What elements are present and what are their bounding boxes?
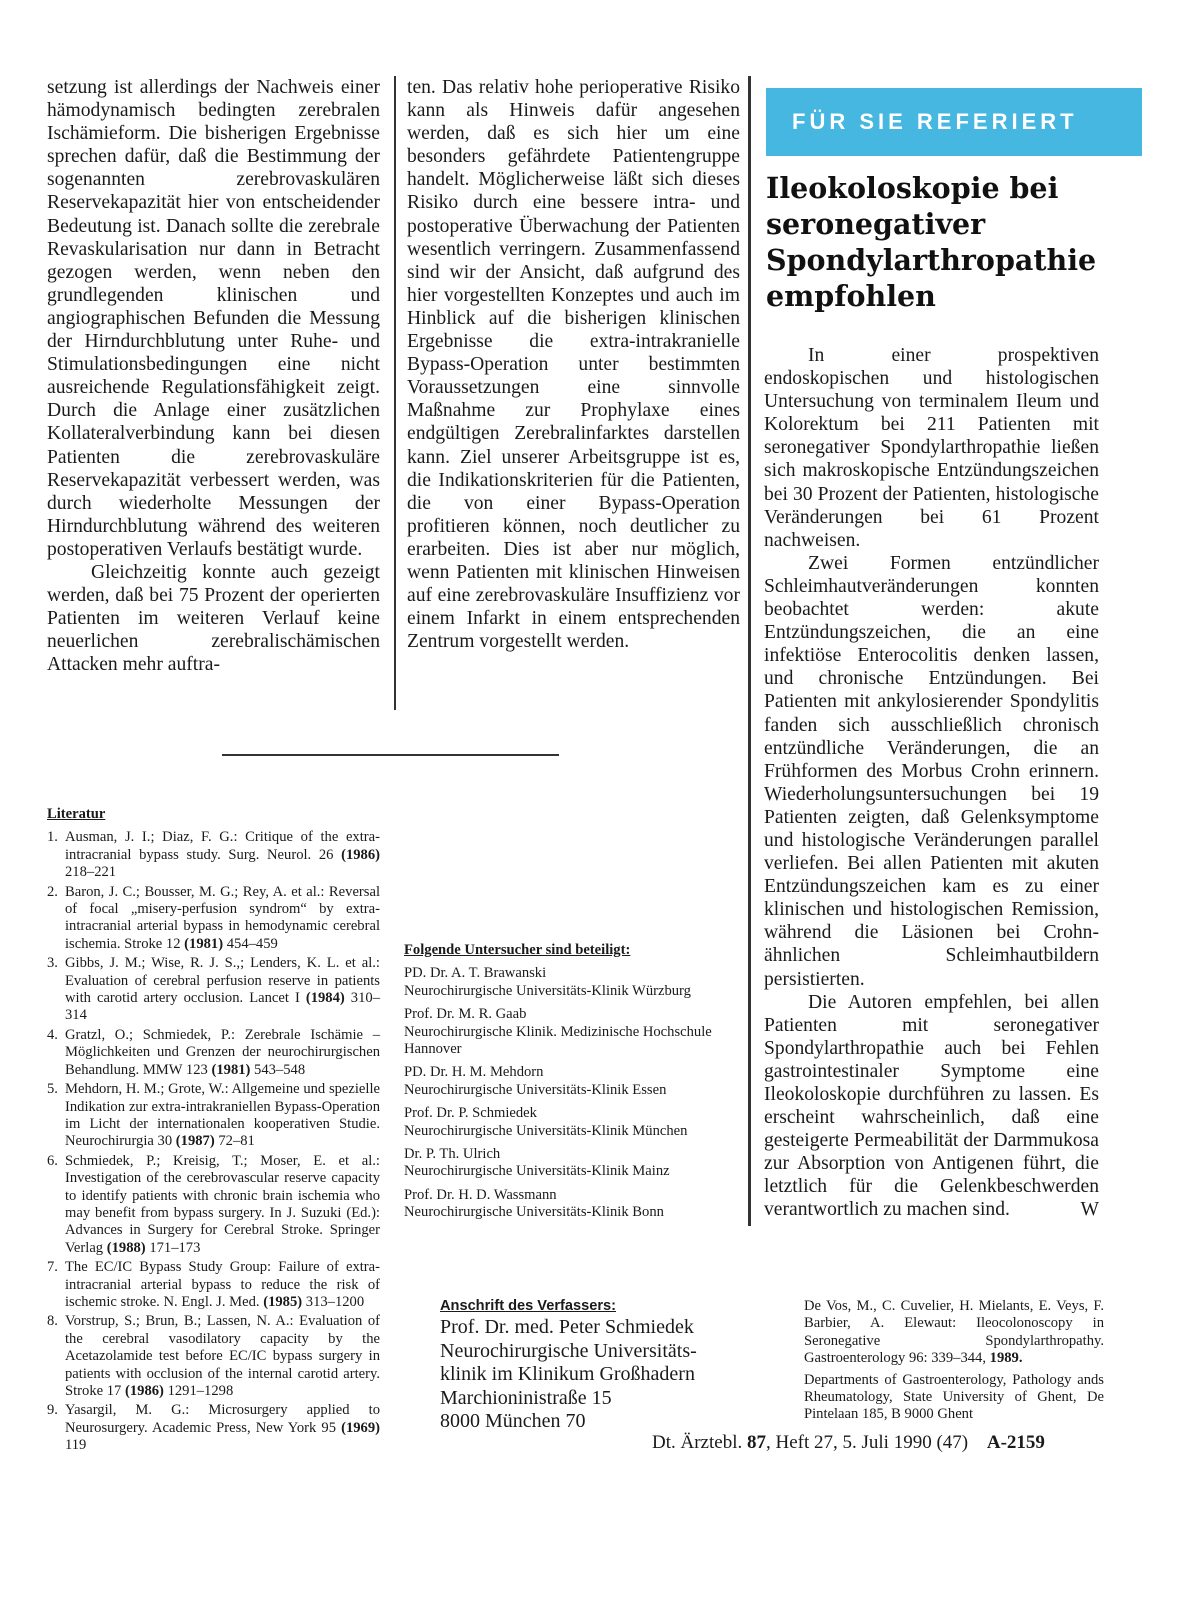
reference-year: (1988)	[106, 1239, 146, 1256]
reference-year: (1981)	[184, 935, 224, 952]
reference-pages: 543–548	[250, 1061, 306, 1078]
address-line: klinik im Klinikum Großhadern	[440, 1363, 695, 1385]
reference-number: 7.	[47, 1259, 58, 1276]
reference-text: The EC/IC Bypass Study Group: Failure of extra-intracranial arterial bypass to reduce the risk of ischemic stroke. N. Engl. J. Med.	[65, 1259, 380, 1310]
address-line: Marchioninistraße 15	[440, 1386, 612, 1409]
investigator-name: PD. Dr. H. M. Mehdorn	[404, 1064, 544, 1081]
reference-item	[47, 829, 380, 881]
reference-item	[47, 1402, 380, 1454]
reference-item	[47, 1259, 380, 1311]
investigator-entry	[404, 1064, 738, 1099]
reference-year: (1984)	[305, 990, 345, 1007]
address-line: Neurochirurgische Universitäts-	[440, 1339, 697, 1362]
reference-number: 5.	[47, 1081, 58, 1098]
reference-text: Ausman, J. I.; Diaz, F. G.: Critique of the extra-intracranial bypass study. Surg. Neurol. 26	[65, 829, 380, 863]
investigator-name: Dr. P. Th. Ulrich	[404, 1146, 501, 1163]
investigator-name: Prof. Dr. P. Schmiedek	[404, 1105, 537, 1122]
reference-text: Yasargil, M. G.: Microsurgery applied to Neurosurgery. Academic Press, New York 95	[65, 1402, 380, 1436]
reference-year: (1969)	[341, 1419, 380, 1436]
reference-items	[47, 829, 380, 1454]
reference-text: Schmiedek, P.; Kreisig, T.; Moser, E. et al.: Investigation of the cerebrovascular reserve capacity to identify patients with chronic brain ischemia who may benefit from bypass surgery. In J. Suzuki (Ed.): Advances in Surgery for Cerebral Stroke. Springer Verlag	[65, 1152, 380, 1256]
reference-year: (1986)	[341, 846, 380, 863]
investigator-institution: Neurochirurgische Klinik. Medizinische Hochschule Hannover	[404, 1023, 712, 1058]
address-line: Prof. Dr. med. Peter Schmiedek	[440, 1316, 694, 1338]
reference-text: Gratzl, O.; Schmiedek, P.: Zerebrale Ischämie – Möglichkeiten und Grenzen der neurochirurgischen Behandlung. MMW 123	[65, 1026, 380, 1078]
reference-number: 6.	[47, 1152, 58, 1169]
reference-pages: 171–173	[145, 1239, 201, 1256]
reference-pages: 310–314	[65, 990, 380, 1024]
reference-pages: 218–221	[65, 864, 117, 881]
reference-number: 8.	[47, 1313, 58, 1330]
sidebar-headline: Ileokoloskopie bei seronegativer Spondylarthropathie empfohlen	[766, 171, 1097, 313]
reference-number: 3.	[47, 955, 58, 972]
body-paragraph: ten. Das relativ hohe perioperative Risiko kann als Hinweis dafür angesehen werden, daß es sich hier um eine besonders gefährdete Patientengruppe handelt. Möglicherweise läßt sich dieses Risiko durch eine bessere intra- und postoperative Überwachung der Patienten wesentlich verringern. Zusammenfassend sind wir der Ansicht, daß aufgrund des hier vorgestellten Konzeptes und auch im Hinblick auf die bisherigen klinischen Ergebnisse die extra-intrakranielle Bypass-Operation unter bestimmten Voraussetzungen eine sinnvolle Maßnahme zur Prophylaxe eines endgültigen Zerebralinfarktes darstellen kann. Ziel unserer Arbeitsgruppe ist es, die Indikationskriterien für die Patienten, die von einer Bypass-Operation profitieren können, noch deutlicher zu erarbeiten. Dies ist aber nur möglich, wenn Patienten mit klinischen Hinweisen auf eine zerebrovaskuläre Insuffizienz vor einem Infarkt in einem entsprechenden Zentrum vorgestellt werden.	[407, 77, 740, 653]
reference-text: Vorstrup, S.; Brun, B.; Lassen, N. A.: Evaluation of the cerebral vasodilatory capacity by the Acetazolamide test before EC/IC bypass surgery in patients with occlusion of the internal carotid artery. Stroke 17	[65, 1313, 380, 1399]
reference-item	[47, 955, 380, 1025]
reference-year: (1987)	[175, 1133, 215, 1150]
literature-heading: Literatur	[47, 806, 106, 822]
reference-item	[47, 1313, 380, 1400]
affiliation-text: Departments of Gastroenterology, Pathology ands Rheumatology, State University of Ghent, De Pintelaan 185, B 9000 Ghent	[804, 1371, 1104, 1423]
investigator-name: Prof. Dr. H. D. Wassmann	[404, 1186, 557, 1203]
investigator-entry	[404, 1105, 738, 1140]
reference-number: 9.	[47, 1402, 58, 1419]
sidebar-divider	[748, 76, 751, 1226]
investigator-entry	[404, 1187, 738, 1222]
reference-item	[47, 1027, 380, 1079]
reference-year: (1981)	[211, 1061, 251, 1078]
investigator-institution: Neurochirurgische Universitäts-Klinik Essen	[404, 1081, 667, 1098]
article-column-2	[407, 76, 740, 653]
literature-list	[47, 806, 380, 1457]
author-signature: W	[1080, 1199, 1099, 1221]
investigator-entry	[404, 1146, 738, 1181]
source-citation	[804, 1298, 1104, 1428]
investigator-institution: Neurochirurgische Universitäts-Klinik Bonn	[404, 1204, 664, 1221]
reference-pages: 454–459	[223, 935, 278, 952]
article-column-1	[47, 76, 380, 676]
reference-pages: 1291–1298	[163, 1383, 234, 1399]
column-divider	[394, 76, 396, 710]
reference-text: Baron, J. C.; Bousser, M. G.; Rey, A. et al.: Reversal of focal „misery-perfusion syndrom“ by extra-intracranial arterial bypass in hemodynamic cerebral ischemia. Stroke 12	[65, 883, 380, 952]
reference-item	[47, 884, 380, 954]
investigators	[404, 942, 738, 1228]
reference-text: Gibbs, J. M.; Wise, R. J. S.,; Lenders, K. L. et al.: Evaluation of cerebral perfusion reserve in patients with carotid artery occlusion. Lancet I	[65, 955, 380, 1007]
page-footer	[652, 1432, 1045, 1454]
address-line: 8000 München 70	[440, 1410, 586, 1432]
reference-number: 4.	[47, 1026, 58, 1043]
section-banner: FÜR SIE REFERIERT	[766, 88, 1142, 156]
body-paragraph: Gleichzeitig konnte auch gezeigt werden, daß bei 75 Prozent der operierten Patienten im weiteren Verlauf keine neuerlichen zerebralischämischen Attacken mehr auftra-	[47, 561, 380, 676]
address-heading: Anschrift des Verfassers:	[440, 1298, 617, 1314]
reference-year: (1986)	[125, 1383, 164, 1399]
body-paragraph-text: Die Autoren empfehlen, bei allen Patienten mit seronegativer Spondylarthropathie auch bei Fehlen gastrointestinaler Symptome eine Ileokoloskopie durchführen zu lassen. Es erscheint wahrscheinlich, daß eine gesteigerte Permeabilität der Darmmukosa zur Absorption von Antigenen führt, die letztlich für die Gelenkbeschwerden verantwortlich zu machen sind.	[764, 991, 1099, 1221]
page-number: A-2159	[986, 1432, 1045, 1453]
investigator-institution: Neurochirurgische Universitäts-Klinik Mainz	[404, 1163, 670, 1180]
reference-item	[47, 1153, 380, 1257]
investigator-entry	[404, 1006, 738, 1058]
reference-pages: 119	[65, 1437, 87, 1454]
reference-text: Mehdorn, H. M.; Grote, W.: Allgemeine und spezielle Indikation zur extra-intrakraniellen Bypass-Operation im Licht der internationalen kooperativen Studie. Neurochirurgia 30	[65, 1081, 380, 1150]
body-paragraph: In einer prospektiven endoskopischen und histologischen Untersuchung von terminalem Ileum und Kolorektum bei 211 Patienten mit seronegativer Spondylarthropathie ließen sich makroskopische Entzündungszeichen bei 30 Prozent der Patienten, histologische Veränderungen bei 61 Prozent nachweisen.	[764, 345, 1099, 551]
reference-number: 1.	[47, 829, 58, 846]
investigator-list	[404, 965, 738, 1221]
investigator-institution: Neurochirurgische Universitäts-Klinik Würzburg	[404, 982, 691, 999]
citation-year: 1989.	[989, 1350, 1023, 1367]
issue-info: , Heft 27, 5. Juli 1990 (47)	[765, 1432, 969, 1453]
reference-item	[47, 1081, 380, 1151]
body-paragraph: setzung ist allerdings der Nachweis einer hämodynamisch bedingten zerebralen Ischämieform. Die bisherigen Ergebnisse sprechen dafür, daß die Bestimmung der sogenannten zerebrovaskulären Reservekapazität hier von entscheidender Bedeutung ist. Danach sollte die zerebrale Revaskularisation nur dann in Betracht gezogen werden, wenn neben den grundlegenden klinischen und angiographischen Befunden die Messung der Hirndurchblutung unter Ruhe- und Stimulationsbedingungen eine nicht ausreichende Regulationsfähigkeit zeigt. Durch die Anlage einer zusätzlichen Kollateralverbindung kann bei diesen Patienten die zerebrovaskuläre Reservekapazität verbessert werden, was durch wiederholte Messungen der Hirndurchblutung während des weiteren postoperativen Verlaufs bestätigt wurde.	[47, 77, 380, 560]
reference-pages: 72–81	[214, 1133, 255, 1150]
body-paragraph: Zwei Formen entzündlicher Schleimhautveränderungen konnten beobachtet werden: akute Entzündungszeichen, die an eine infektiöse Enterocolitis denken lassen, und chronische Entzündungen. Bei Patienten mit ankylosierender Spondylitis fanden sich ausschließlich chronisch entzündliche Veränderungen, die an Frühformen des Morbus Crohn erinnern. Wiederholungsuntersuchungen bei 19 Patienten zeigten, daß Gelenksymptome und histologische Veränderungen parallel verliefen. Bei allen Patienten mit akuten Entzündungszeichen kam es zu einer klinischen und histologischen Remission, während die Läsionen bei Crohn-ähnlichen Schleimhautbildern persistierten.	[764, 552, 1099, 990]
reference-number: 2.	[47, 883, 58, 900]
investigators-heading: Folgende Untersucher sind beteiligt:	[404, 942, 631, 958]
investigator-name: Prof. Dr. M. R. Gaab	[404, 1006, 527, 1023]
sidebar-body	[764, 344, 1099, 1222]
investigator-name: PD. Dr. A. T. Brawanski	[404, 965, 547, 982]
investigator-entry	[404, 965, 738, 1000]
author-address	[440, 1298, 740, 1434]
section-rule	[222, 754, 559, 756]
citation-text	[804, 1298, 1104, 1368]
reference-pages: 313–1200	[302, 1293, 365, 1310]
volume-number: 87	[746, 1432, 766, 1453]
citation-main: De Vos, M., C. Cuvelier, H. Mielants, E. Veys, F. Barbier, A. Elewaut: Ileocolonoscopy in Seronegative Spondylarthropathy. Gastroenterology 96: 339–344,	[804, 1298, 1104, 1367]
journal-name: Dt. Ärztebl.	[652, 1432, 747, 1453]
body-paragraph	[764, 991, 1099, 1222]
reference-year: (1985)	[263, 1293, 303, 1310]
investigator-institution: Neurochirurgische Universitäts-Klinik München	[404, 1122, 688, 1139]
